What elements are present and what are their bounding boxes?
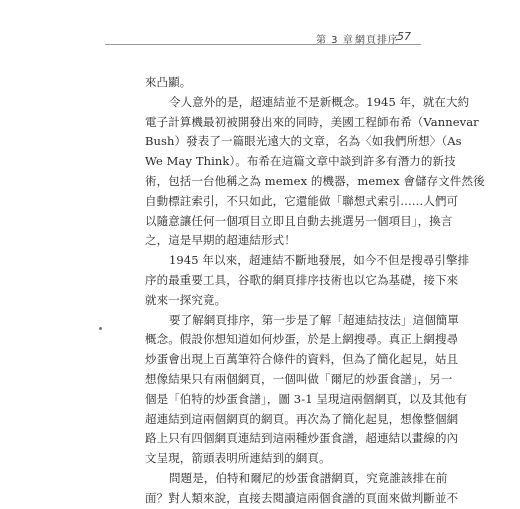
body-text [145,73,485,509]
text-line: 想像結果只有兩個網頁，一個叫做「爾尼的炒蛋食譜」，另一 [145,371,453,386]
text-line: 序的最重要工具，谷歌的網頁排序技術也以它為基礎，接下來 [145,272,459,287]
text-line: 問題是，伯特和爾尼的炒蛋食譜網頁，究竟誰該排在前 [169,470,448,485]
text-line: 文呈現，箭頭表明所連結到的網頁。 [145,451,331,466]
page-number: 57 [397,30,411,43]
paragraph [145,73,415,93]
header-rule [105,44,421,45]
text-line: 以隨意讓任何一個項目立即且自動去挑選另一個項目」，換言 [145,213,453,228]
text-line: 電子計算機最初被開發出來的同時，美國工程師布希（Vannevar [145,114,479,129]
paragraph [145,311,468,469]
text-line: 就來一探究竟。 [145,292,227,307]
chapter-title: 網頁排序 [355,35,399,46]
chapter-label: 第 3 章 [316,35,354,46]
text-line: We May Think）。布希在這篇文章中談到許多有潛力的新技 [145,154,456,169]
text-line: Bush）發表了一篇眼光遠大的文章，名為〈如我們所想〉（As [145,134,462,149]
paragraph [145,251,470,310]
text-line: 個是「伯特的炒蛋食譜」，圖 3-1 呈現這兩個網頁，以及其他有 [145,391,468,406]
text-line: 來凸顯。 [145,75,192,89]
text-line: 概念。假設你想知道如何炒蛋，於是上網搜尋。真正上網搜尋 [145,332,459,347]
text-line: 之，這是早期的超連結形式！ [145,233,296,248]
text-line: 炒蛋會出現上百萬筆符合條件的資料，但為了簡化起見，姑且 [145,352,459,367]
text-line: 超連結到這兩個網頁的網頁。再次為了簡化起見，想像整個網 [145,411,459,426]
margin-dot [99,327,102,330]
text-line: 路上只有四個網頁連結到這兩種炒蛋食譜，超連結以畫線的內 [145,431,459,446]
text-line: 術，包括一台他稱之為 memex 的機器，memex 會儲存文件然後 [145,173,485,188]
paragraph [145,469,459,509]
text-line: 1945 年以來，超連結不斷地發展，如今不但是搜尋引擎排 [169,253,470,268]
paragraph [145,93,485,251]
text-line: 令人意外的是，超連結並不是新概念。1945 年，就在大約 [169,94,470,109]
text-line: 自動標註索引，不只如此，它還能做「聯想式索引……人們可 [145,193,459,208]
text-line: 面？對人類來說，直接去閱讀這兩個食譜的頁面來做判斷並不 [145,490,459,505]
text-line: 要了解網頁排序，第一步是了解「超連結技法」這個簡單 [169,312,459,327]
